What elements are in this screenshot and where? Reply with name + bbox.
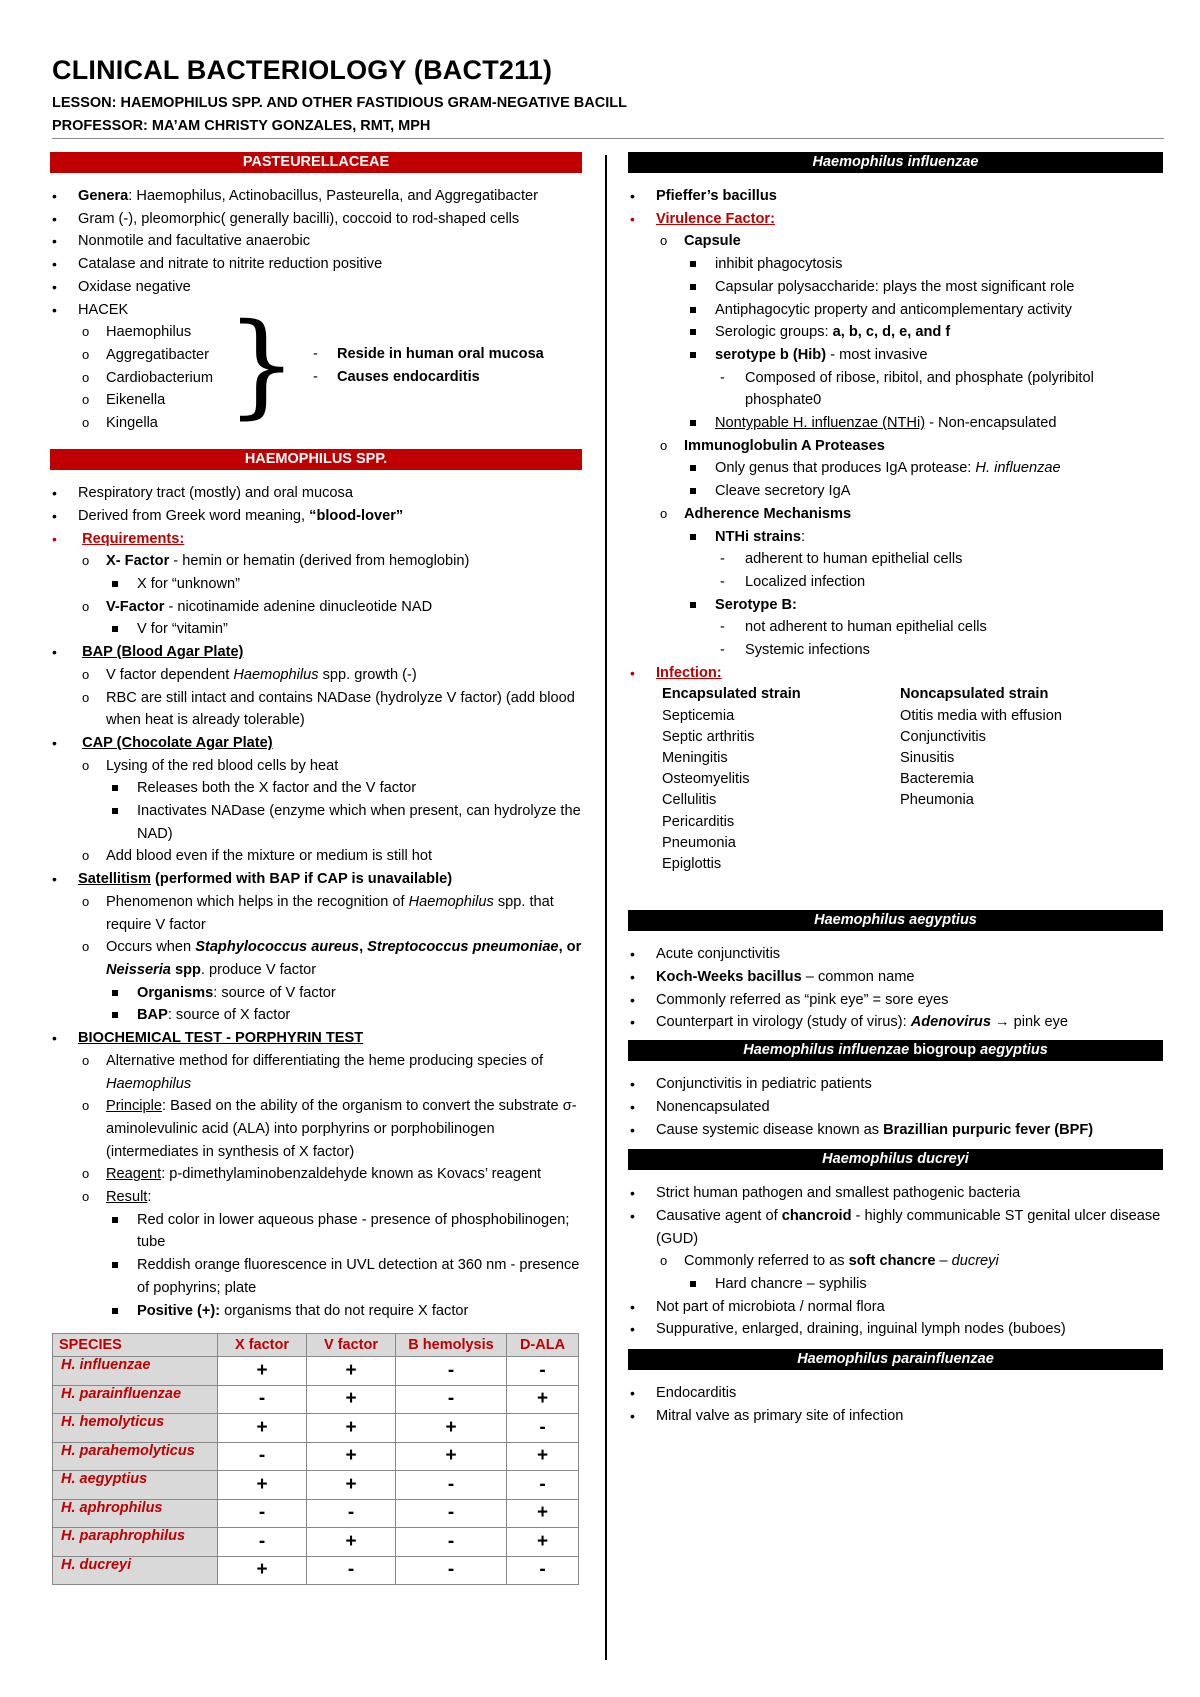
species-name: H. hemolyticus [53,1414,218,1443]
list-item: o Principle: Based on the ability of the organism to convert the substrate σ-aminolevulinic acid (ALA) into porphyrins or porphobilinogen (intermediates in synthesis of X factor) [50,1095,582,1163]
list-item: Sinusitis [900,750,955,767]
list-item: • Satellitism (performed with BAP if CAP is unavailable) [50,868,582,891]
list-item: • Koch-Weeks bacillus – common name [628,966,1163,989]
list-item: Meningitis [662,750,728,767]
list-item: o Occurs when Staphylococcus aureus, Streptococcus pneumoniae, or Neisseria spp. produce V factor [50,936,582,981]
list-item: BAP: source of X factor [50,1004,582,1027]
list-item: o Alternative method for differentiating the heme producing species of Haemophilus [50,1050,582,1095]
list-item: Cleave secretory IgA [628,480,1163,503]
table-cell: + [307,1442,396,1471]
list-item: Osteomyelitis [662,771,750,788]
list-item: • Conjunctivitis in pediatric patients [628,1073,1163,1096]
table-cell: + [507,1528,579,1557]
right-column [628,152,1163,1428]
list-item: • Mitral valve as primary site of infection [628,1405,1163,1428]
list-item: Red color in lower aqueous phase - presence of phosphobilinogen; tube [50,1209,582,1254]
list-item: Cellulitis [662,792,717,809]
column-divider [605,155,607,1660]
section-bar-haemophilus: HAEMOPHILUS SPP. [50,449,582,470]
list-item: • Nonencapsulated [628,1096,1163,1119]
species-name: H. paraphrophilus [53,1528,218,1557]
table-cell: - [218,1528,307,1557]
table-cell: - [396,1385,507,1414]
list-item: Positive (+): organisms that do not require X factor [50,1300,582,1323]
table-header-row [53,1334,579,1357]
table-cell: - [218,1385,307,1414]
section-bar-biogroup: Haemophilus influenzae biogroup aegyptius [628,1040,1163,1061]
list-item: Hard chancre – syphilis [628,1273,1163,1296]
hacek-item: o Haemophilus [50,321,582,344]
column-heading: Encapsulated strain [662,686,801,703]
list-item: o RBC are still intact and contains NADase (hydrolyze V factor) (add blood when heat is already tolerable) [50,687,582,732]
curly-brace-icon: } [226,300,298,431]
list-item: Bacteremia [900,771,974,788]
table-cell: + [396,1442,507,1471]
species-name: H. aegyptius [53,1471,218,1500]
list-item: • Derived from Greek word meaning, “blood-lover” [50,505,582,528]
hacek-item: o Aggregatibacter [50,344,582,367]
species-name: H. aphrophilus [53,1499,218,1528]
list-item: Pheumonia [900,792,974,809]
list-item: - Composed of ribose, ribitol, and phosphate (polyribitol phosphate0 [628,367,1163,412]
list-item: • Acute conjunctivitis [628,943,1163,966]
table-cell: - [218,1499,307,1528]
hacek-item: o Kingella [50,412,582,435]
aegyptius-list [628,943,1163,1034]
list-item: Capsular polysaccharide: plays the most significant role [628,276,1163,299]
list-item: • Gram (-), pleomorphic( generally bacilli), coccoid to rod-shaped cells [50,208,582,231]
list-item: - not adherent to human epithelial cells [628,616,1163,639]
list-item: Only genus that produces IgA protease: H. influenzae [628,457,1163,480]
table-cell: - [307,1499,396,1528]
header-divider [52,138,1164,139]
species-table [52,1333,579,1585]
list-item: o Reagent: p-dimethylaminobenzaldehyde known as Kovacs’ reagent [50,1163,582,1186]
hacek-note: - Causes endocarditis [313,366,544,389]
table-row [53,1471,579,1500]
infection-strains [628,684,1163,875]
list-item: • Counterpart in virology (study of virus): Adenovirus → pink eye [628,1011,1163,1034]
list-item: • Respiratory tract (mostly) and oral mucosa [50,482,582,505]
list-item: • Pfieffer’s bacillus [628,185,1163,208]
species-name: H. ducreyi [53,1556,218,1585]
list-item: • Cause systemic disease known as Brazillian purpuric fever (BPF) [628,1119,1163,1142]
column-header: V factor [307,1334,396,1357]
list-item: • Strict human pathogen and smallest pathogenic bacteria [628,1182,1163,1205]
list-item: serotype b (Hib) - most invasive [628,344,1163,367]
column-header: X factor [218,1334,307,1357]
list-item: o Capsule [628,230,1163,253]
section-bar-aegyptius: Haemophilus aegyptius [628,910,1163,931]
list-item: Antiphagocytic property and anticomplementary activity [628,299,1163,322]
list-item: • BAP (Blood Agar Plate) [50,641,582,664]
list-item: o Immunoglobulin A Proteases [628,435,1163,458]
species-name: H. parahemolyticus [53,1442,218,1471]
table-cell: - [507,1414,579,1443]
list-item: o Adherence Mechanisms [628,503,1163,526]
column-header: SPECIES [53,1334,218,1357]
list-item: Nontypable H. influenzae (NTHi) - Non-encapsulated [628,412,1163,435]
list-item: • BIOCHEMICAL TEST - PORPHYRIN TEST [50,1027,582,1050]
list-item: • Commonly referred as “pink eye” = sore eyes [628,989,1163,1012]
section-bar-parainfluenzae: Haemophilus parainfluenzae [628,1349,1163,1370]
hacek-note: - Reside in human oral mucosa [313,343,544,366]
table-row [53,1385,579,1414]
hacek-item: o Cardiobacterium [50,367,582,390]
list-item: Otitis media with effusion [900,707,1062,724]
list-item: Epiglottis [662,856,722,873]
left-column [50,152,582,1322]
table-row [53,1528,579,1557]
encapsulated-column [662,684,900,875]
column-header: D-ALA [507,1334,579,1357]
section-bar-influenzae: Haemophilus influenzae [628,152,1163,173]
list-item: • Catalase and nitrate to nitrite reduction positive [50,253,582,276]
table-cell: + [307,1414,396,1443]
list-item: Septicemia [662,707,735,724]
list-item: • Virulence Factor: [628,208,1163,231]
list-item: • Nonmotile and facultative anaerobic [50,230,582,253]
table-cell: + [507,1385,579,1414]
table-cell: + [307,1357,396,1386]
species-name: H. influenzae [53,1357,218,1386]
section-bar-ducreyi: Haemophilus ducreyi [628,1149,1163,1170]
list-item: • Requirements: [50,528,582,551]
list-item: X for “unknown” [50,573,582,596]
list-item: o Result: [50,1186,582,1209]
list-item: Serotype B: [628,594,1163,617]
list-item: - Localized infection [628,571,1163,594]
lesson-line: LESSON: HAEMOPHILUS SPP. AND OTHER FASTIDIOUS GRAM-NEGATIVE BACILL [52,95,627,111]
table-cell: + [307,1385,396,1414]
noncapsulated-column [900,684,1062,875]
list-item: • CAP (Chocolate Agar Plate) [50,732,582,755]
list-item: • Suppurative, enlarged, draining, inguinal lymph nodes (buboes) [628,1318,1163,1341]
haemophilus-list [50,482,582,1322]
table-cell: - [507,1471,579,1500]
table-row [53,1499,579,1528]
table-cell: + [218,1471,307,1500]
list-item: Reddish orange fluorescence in UVL detection at 360 nm - presence of pophyrins; plate [50,1254,582,1299]
list-item: Releases both the X factor and the V factor [50,777,582,800]
table-cell: + [507,1442,579,1471]
list-item: o Lysing of the red blood cells by heat [50,755,582,778]
table-cell: - [396,1471,507,1500]
list-item: • HACEK [50,299,582,322]
table-cell: - [507,1357,579,1386]
list-item: Organisms: source of V factor [50,982,582,1005]
table-cell: + [307,1528,396,1557]
list-item: o Commonly referred to as soft chancre – ducreyi [628,1250,1163,1273]
hacek-notes [313,343,544,388]
table-row [53,1357,579,1386]
table-cell: + [218,1414,307,1443]
list-item: - Systemic infections [628,639,1163,662]
list-item: o Phenomenon which helps in the recognition of Haemophilus spp. that require V factor [50,891,582,936]
document-title: CLINICAL BACTERIOLOGY (BACT211) [52,55,553,85]
table-row [53,1442,579,1471]
table-cell: - [218,1442,307,1471]
table-cell: - [396,1556,507,1585]
table-row [53,1414,579,1443]
table-cell: + [218,1357,307,1386]
table-cell: + [396,1414,507,1443]
list-item: Pericarditis [662,813,735,830]
list-item: • Oxidase negative [50,276,582,299]
table-cell: - [396,1357,507,1386]
list-item: NTHi strains: [628,526,1163,549]
table-cell: + [307,1471,396,1500]
table-cell: - [396,1499,507,1528]
hacek-item: o Eikenella [50,389,582,412]
list-item: o V-Factor - nicotinamide adenine dinucleotide NAD [50,596,582,619]
list-item: - adherent to human epithelial cells [628,548,1163,571]
list-item: • Genera: Haemophilus, Actinobacillus, Pasteurella, and Aggregatibacter [50,185,582,208]
list-item: Septic arthritis [662,728,755,745]
pasteurellaceae-list [50,185,582,321]
ducreyi-list [628,1182,1163,1341]
list-item: Serologic groups: a, b, c, d, e, and f [628,321,1163,344]
species-name: H. parainfluenzae [53,1385,218,1414]
parainfluenzae-list [628,1382,1163,1427]
professor-line: PROFESSOR: MA’AM CHRISTY GONZALES, RMT, MPH [52,118,431,134]
list-item: Inactivates NADase (enzyme which when present, can hydrolyze the NAD) [50,800,582,845]
table-cell: + [218,1556,307,1585]
influenzae-list [628,185,1163,684]
biogroup-list [628,1073,1163,1141]
column-header: B hemolysis [396,1334,507,1357]
list-item: V for “vitamin” [50,618,582,641]
table-cell: - [307,1556,396,1585]
table-cell: - [396,1528,507,1557]
list-item: • Not part of microbiota / normal flora [628,1296,1163,1319]
list-item: Pneumonia [662,834,736,851]
list-item: • Endocarditis [628,1382,1163,1405]
list-item: o V factor dependent Haemophilus spp. growth (-) [50,664,582,687]
list-item: Conjunctivitis [900,728,986,745]
list-item: o X- Factor - hemin or hematin (derived from hemoglobin) [50,550,582,573]
table-row [53,1556,579,1585]
table-cell: - [507,1556,579,1585]
list-item: • Causative agent of chancroid - highly communicable ST genital ulcer disease (GUD) [628,1205,1163,1250]
table-cell: + [507,1499,579,1528]
list-item: o Add blood even if the mixture or medium is still hot [50,845,582,868]
column-heading: Noncapsulated strain [900,686,1049,703]
list-item: • Infection: [628,662,1163,685]
section-bar-pasteurellaceae: PASTEURELLACEAE [50,152,582,173]
list-item: inhibit phagocytosis [628,253,1163,276]
